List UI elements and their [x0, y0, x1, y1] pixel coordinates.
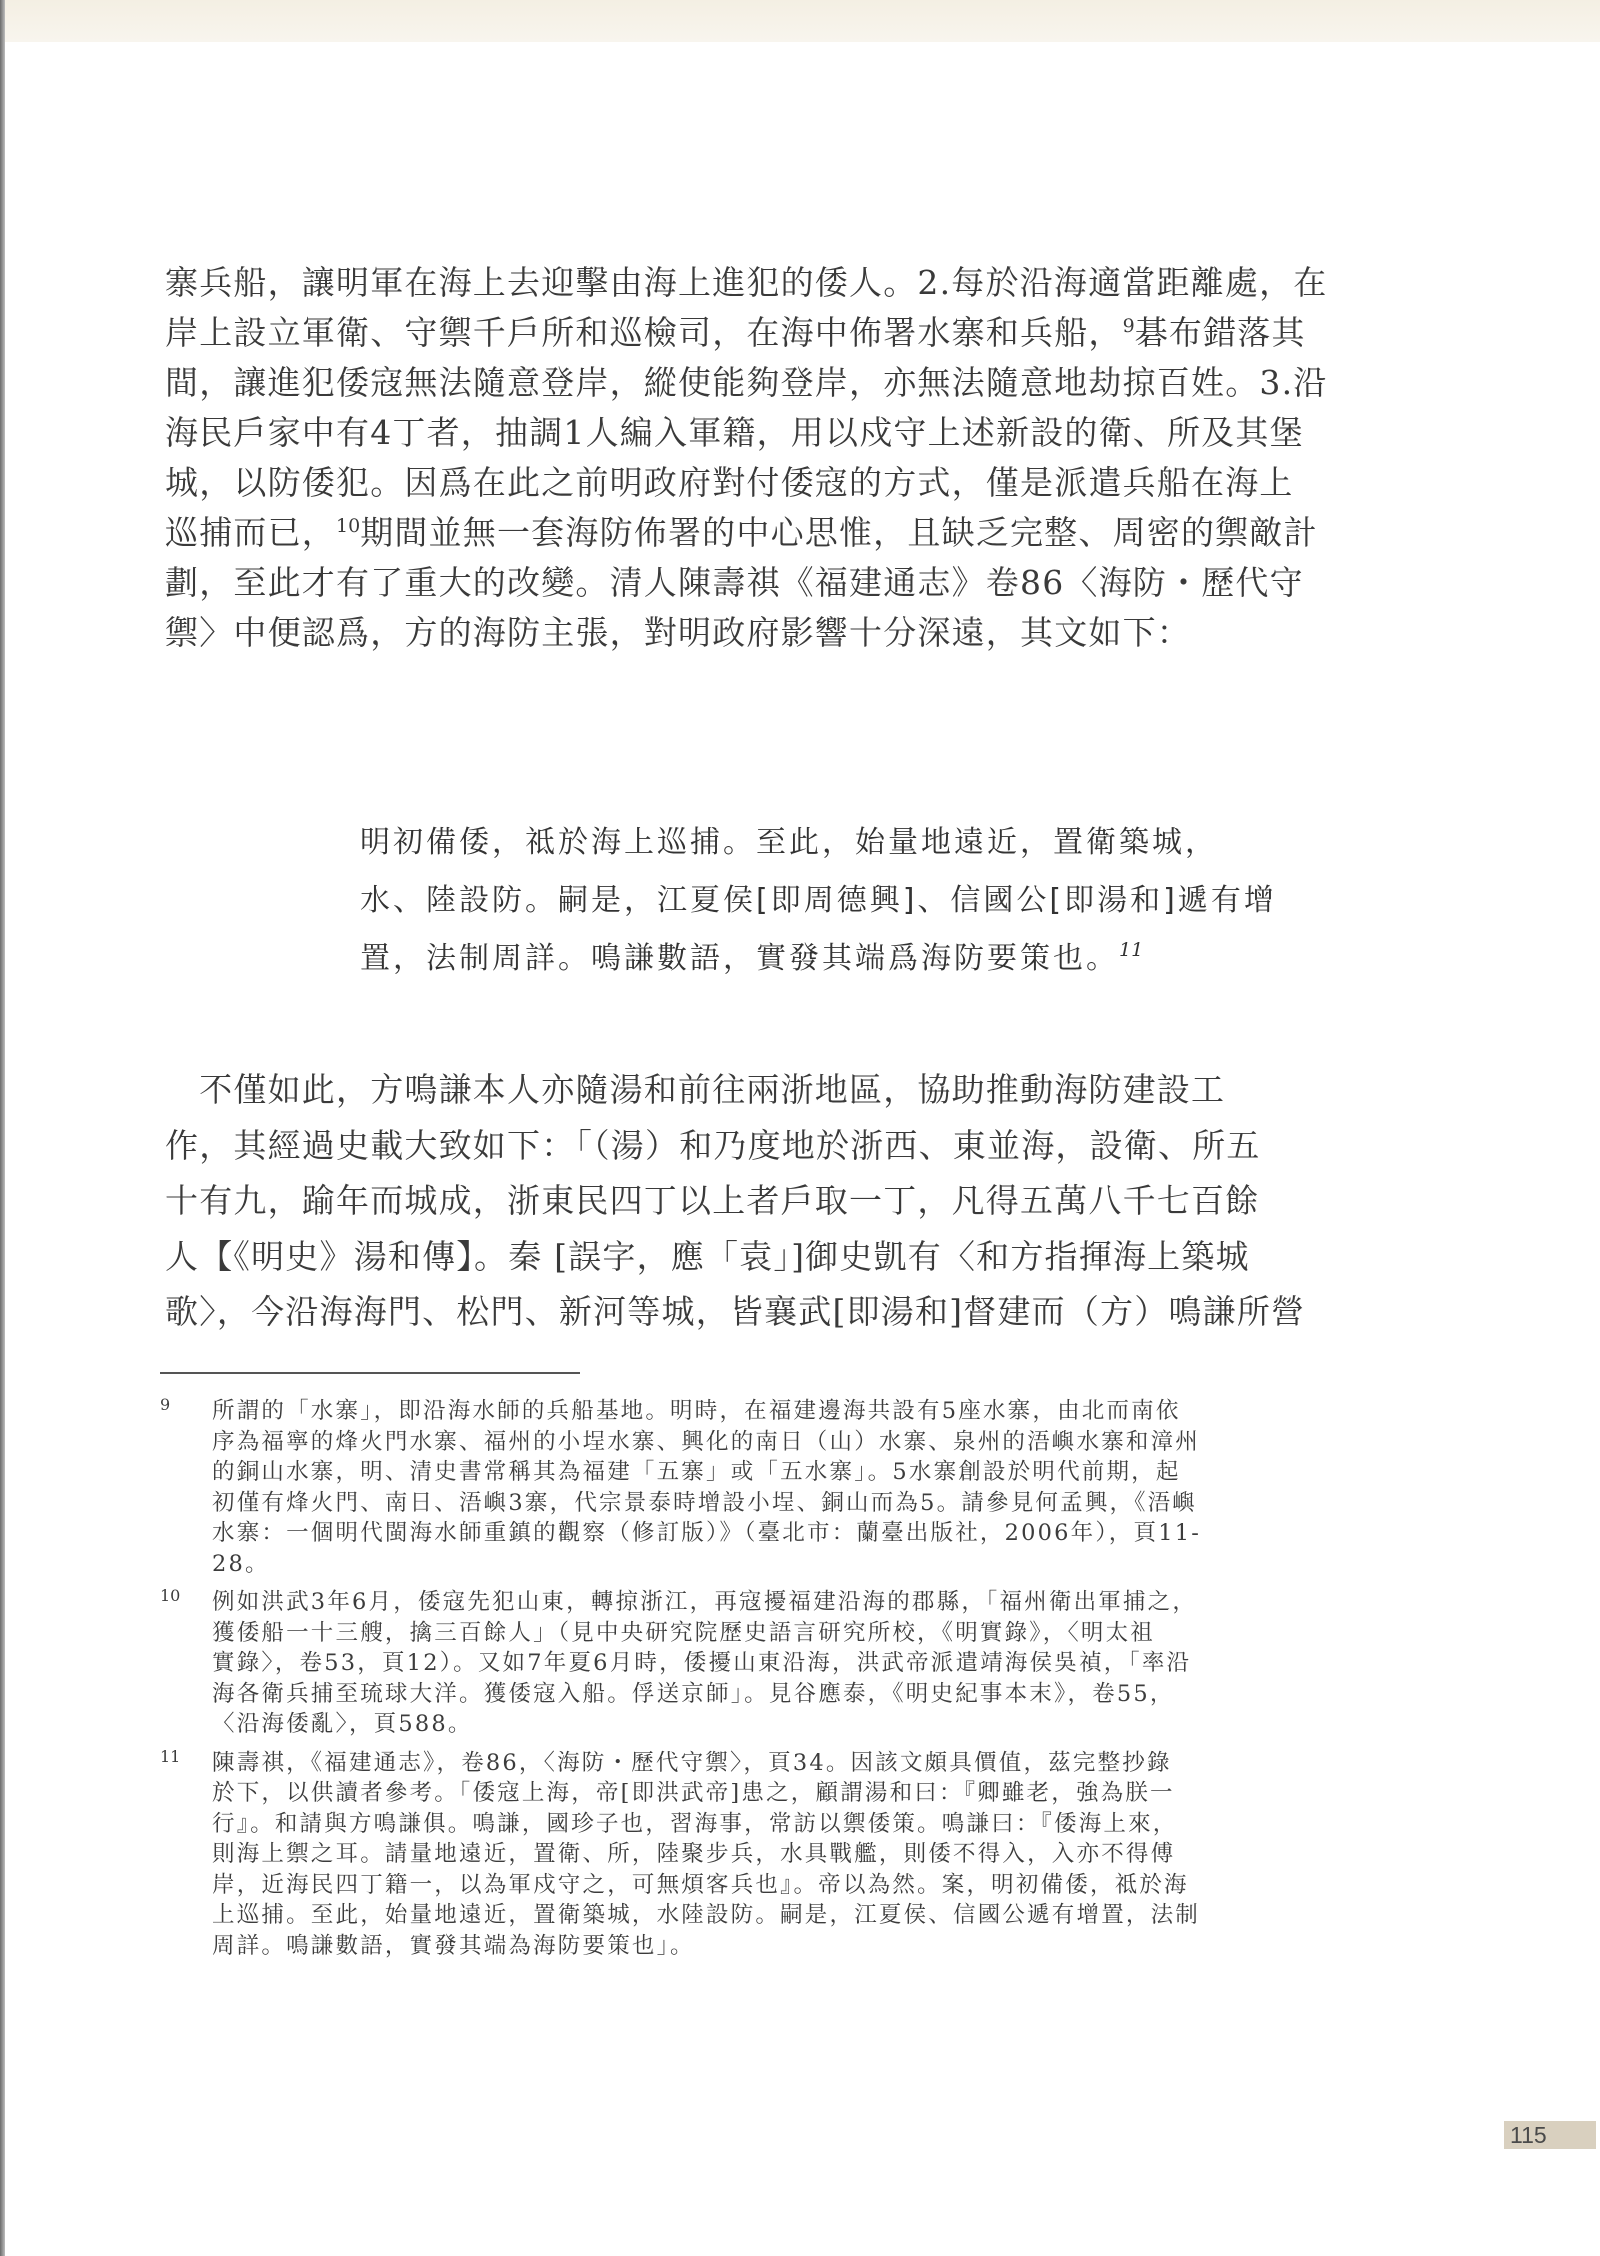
text-line: 十有九，踰年而城成，浙東民四丁以上者戶取一丁，凡得五萬八千七百餘: [165, 1181, 1260, 1220]
text-line: 禦〉中便認爲，方的海防主張，對明政府影響十分深遠，其文如下：: [165, 613, 1191, 652]
footnote-number: 9: [160, 1395, 171, 1414]
footnote-line: 例如洪武3年6月，倭寇先犯山東，轉掠浙江，再寇擾福建沿海的郡縣，「福州衛出軍捕之，: [212, 1589, 1198, 1615]
footnote-line: 獲倭船一十三艘，擒三百餘人」（見中央研究院歷史語言研究所校，《明實錄》，〈明太祖: [212, 1619, 1156, 1646]
footnote-text: [212, 1396, 1360, 1579]
footnote-line: 岸，近海民四丁籍一，以為軍戍守之，可無煩客兵也』。帝以為然。案，明初備倭，祗於海: [212, 1871, 1189, 1898]
footnote-9: [160, 1396, 1360, 1579]
footnote-line: 序為福寧的烽火門水寨、福州的小埕水寨、興化的南日（山）水寨、泉州的浯嶼水寨和漳州: [212, 1428, 1201, 1455]
footnote-text: [212, 1587, 1360, 1740]
footnote-number: 10: [160, 1586, 181, 1605]
footnote-line: 實錄〉，卷53，頁12）。又如7年夏6月時，倭擾山東沿海，洪武帝派遣靖海侯吳禎，「率沿: [212, 1650, 1192, 1676]
footnote-line: 28。: [212, 1550, 270, 1577]
text-line: 作，其經過史載大致如下：「（湯）和乃度地於浙西、東並海，設衛、所五: [165, 1125, 1261, 1165]
text-line: 海民戶家中有4丁者，抽調1人編入軍籍，用以戍守上述新設的衛、所及其堡: [165, 413, 1304, 452]
quote-line: [360, 934, 1370, 992]
text-run: 岸上設立軍衛、守禦千戶所和巡檢司，在海中佈署水寨和兵船，: [165, 313, 1123, 352]
footnote-line: 初僅有烽火門、南日、浯嶼3寨，代宗景泰時增設小埕、銅山而為5。請參見何孟興，《浯嶼: [212, 1489, 1198, 1516]
footnote-line: 的銅山水寨，明、清史書常稱其為福建「五寨」或「五水寨」。5水寨創設於明代前期，起: [212, 1459, 1181, 1485]
quote-line: 水、陸設防。嗣是，江夏侯[即周德興]、信國公[即湯和]遞有增: [360, 883, 1277, 918]
text-line: 人【《明史》湯和傳】。秦 [誤字，應「袁」]御史凱有〈和方指揮海上築城: [165, 1236, 1250, 1276]
scan-left-edge: [0, 0, 5, 2256]
footnote-reference[interactable]: 10: [336, 515, 361, 537]
text-line: 不僅如此，方鳴謙本人亦隨湯和前往兩浙地區，協助推動海防建設工: [165, 1070, 1226, 1109]
quote-line: 明初備倭，祗於海上巡捕。至此，始量地遠近，置衛築城，: [360, 825, 1218, 860]
body-paragraph-1: [165, 258, 1360, 658]
footnote-line: 上巡捕。至此，始量地遠近，置衛築城，水陸設防。嗣是，江夏侯、信國公遞有增置，法制: [212, 1902, 1201, 1928]
text-run: 置，法制周詳。鳴謙數語，實發其端爲海防要策也。: [360, 941, 1119, 976]
text-line: 寨兵船，讓明軍在海上去迎擊由海上進犯的倭人。2.每於沿海適當距離處，在: [165, 263, 1328, 302]
footnote-10: [160, 1587, 1360, 1740]
footnote-text: [212, 1748, 1360, 1962]
footnote-line: 〈沿海倭亂〉，頁588。: [212, 1711, 473, 1737]
footnote-line: 周詳。鳴謙數語，實發其端為海防要策也」。: [212, 1932, 695, 1959]
text-line: 城，以防倭犯。因爲在此之前明政府對付倭寇的方式，僅是派遣兵船在海上: [165, 463, 1294, 502]
footnote-line: 於下，以供讀者參考。「倭寇上海，帝[即洪武帝]患之，顧謂湯和曰：『卿雖老，強為朕一: [212, 1780, 1175, 1806]
page-number: 115: [1504, 2121, 1596, 2149]
footnote-reference[interactable]: 9: [1122, 315, 1135, 337]
text-run: 期間並無一套海防佈署的中心思惟，且缺乏完整、周密的禦敵計: [360, 513, 1318, 552]
footnote-line: 則海上禦之耳。請量地遠近，置衛、所，陸聚步兵，水具戰艦，則倭不得入，入亦不得傅: [212, 1841, 1176, 1867]
footnote-number: 11: [160, 1746, 181, 1766]
text-line: [165, 508, 1360, 558]
footnote-line: 行』。和請與方鳴謙俱。鳴謙，國珍子也，習海事，常訪以禦倭策。鳴謙曰：『倭海上來，: [212, 1810, 1178, 1837]
text-line: 歌〉，今沿海海門、松門、新河等城，皆襄武[即湯和]督建而（方）鳴謙所營: [165, 1292, 1306, 1331]
footnote-reference[interactable]: 11: [1119, 939, 1144, 961]
scan-top-band: [0, 0, 1600, 42]
footnote-line: 水寨：一個明代閩海水師重鎮的觀察（修訂版）》（臺北市：蘭臺出版社，2006年），頁11-: [212, 1520, 1202, 1546]
block-quote: [360, 818, 1370, 992]
footnote-line: 陳壽祺，《福建通志》，卷86，〈海防・歷代守禦〉，頁34。因該文頗具價值，茲完整抄錄: [212, 1749, 1172, 1776]
body-paragraph-2: [165, 1062, 1360, 1340]
footnote-11: [160, 1748, 1360, 1962]
text-line: 劃，至此才有了重大的改變。清人陳壽祺《福建通志》卷86〈海防・歷代守: [165, 563, 1304, 602]
footnote-line: 所謂的「水寨」，即沿海水師的兵船基地。明時，在福建邊海共設有5座水寨，由北而南依: [212, 1398, 1181, 1424]
footnotes: [160, 1396, 1360, 1969]
text-run: 巡捕而已，: [165, 513, 336, 552]
text-run: 碁布錯落其: [1134, 313, 1306, 352]
text-line: [165, 308, 1360, 358]
footnote-separator: [160, 1372, 580, 1374]
footnote-line: 海各衛兵捕至琉球大洋。獲倭寇入船。俘送京師」。見谷應泰，《明史紀事本末》，卷55，: [212, 1680, 1175, 1707]
text-line: 間，讓進犯倭寇無法隨意登岸，縱使能夠登岸，亦無法隨意地劫掠百姓。3.沿: [165, 363, 1328, 402]
